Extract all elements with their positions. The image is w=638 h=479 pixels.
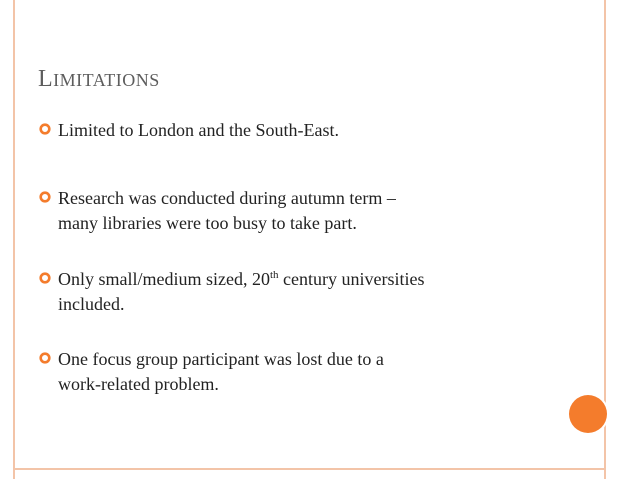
- orange-ring-icon: [39, 123, 51, 135]
- bullet-line: One focus group participant was lost due to a: [58, 349, 384, 369]
- bullet-line: many libraries were too busy to take part.: [58, 213, 357, 233]
- bullet-line: Research was conducted during autumn term –: [58, 188, 396, 208]
- bullet-text: Only small/medium sized, 20: [58, 269, 270, 289]
- title-initial: L: [38, 66, 54, 92]
- list-item: [38, 267, 425, 317]
- list-item: [38, 347, 384, 397]
- bullet-line: work-related problem.: [58, 374, 219, 394]
- slide-title: [38, 66, 160, 93]
- superscript: th: [269, 269, 279, 281]
- bullet-line: Limited to London and the South-East.: [58, 120, 339, 140]
- frame-bottom-line: [13, 468, 606, 470]
- orange-circle-icon: [569, 395, 607, 433]
- bullet-text: century universities: [278, 269, 425, 289]
- orange-ring-icon: [39, 352, 51, 364]
- orange-ring-icon: [39, 272, 51, 284]
- bullet-line: [58, 267, 425, 292]
- list-item: [38, 118, 339, 143]
- bullet-line: included.: [58, 294, 125, 314]
- list-item: [38, 186, 396, 236]
- frame-left-line: [13, 0, 15, 479]
- orange-ring-icon: [39, 191, 51, 203]
- title-rest: IMITATIONS: [53, 70, 160, 90]
